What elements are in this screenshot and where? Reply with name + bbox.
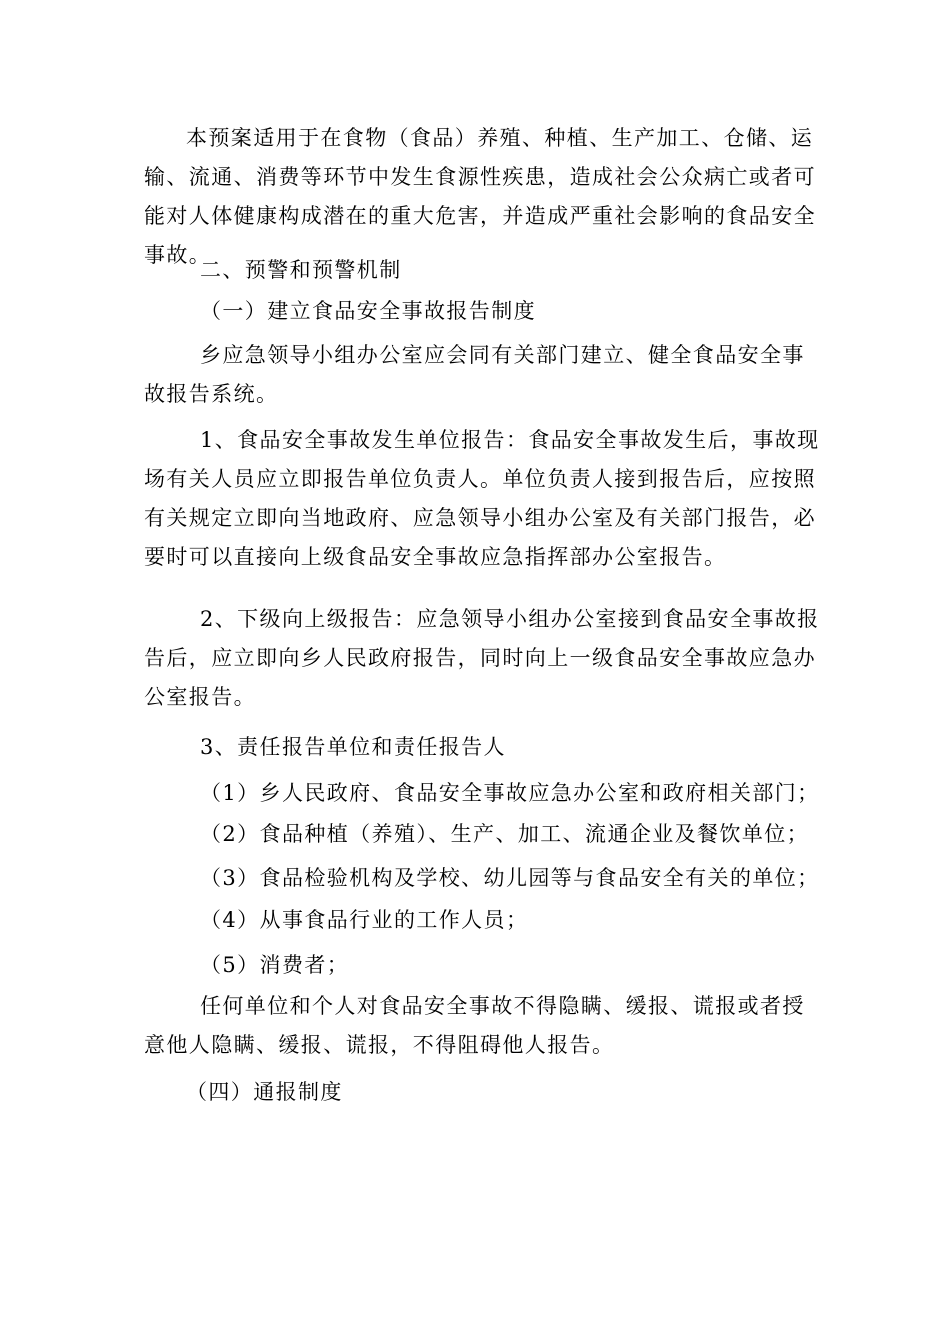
heading-report-system: （一）建立食品安全事故报告制度 [200, 299, 536, 323]
paragraph-report-system: 乡应急领导小组办公室应会同有关部门建立、健全食品安全事故报告系统。 [144, 343, 805, 406]
paragraph-unit-report: 1、食品安全事故发生单位报告：食品安全事故发生后，事故现场有关人员应立即报告单位负责人。单位负责人接到报告后，应按照有关规定立即向当地政府、应急领导小组办公室及有关部门报告，必要时可以直接向上级食品安全事故应急指挥部办公室报告。 [144, 428, 820, 569]
list-item-1: （1）乡人民政府、食品安全事故应急办公室和政府相关部门； [200, 781, 820, 805]
list-item-2: （2）食品种植（养殖）、生产、加工、流通企业及餐饮单位； [200, 822, 810, 846]
heading-notification-system: （四）通报制度 [186, 1080, 343, 1104]
paragraph-scope: 本预案适用于在食物（食品）养殖、种植、生产加工、仓储、运输、流通、消费等环节中发生食源性疾患，造成社会公众病亡或者可能对人体健康构成潜在的重大危害，并造成严重社会影响的食品安全事故。 [144, 126, 816, 267]
heading-warning-mechanism: 二、预警和预警机制 [200, 258, 402, 282]
list-item-5: （5）消费者； [200, 953, 350, 977]
list-item-3: （3）食品检验机构及学校、幼儿园等与食品安全有关的单位； [200, 866, 820, 890]
paragraph-no-concealment: 任何单位和个人对食品安全事故不得隐瞒、缓报、谎报或者授意他人隐瞒、缓报、谎报，不得阻碍他人报告。 [144, 994, 805, 1057]
list-item-4: （4）从事食品行业的工作人员； [200, 908, 529, 932]
heading-responsible-reporters: 3、责任报告单位和责任报告人 [200, 735, 506, 759]
paragraph-upward-report: 2、下级向上级报告：应急领导小组办公室接到食品安全事故报告后，应立即向乡人民政府报告，同时向上一级食品安全事故应急办公室报告。 [144, 607, 820, 709]
